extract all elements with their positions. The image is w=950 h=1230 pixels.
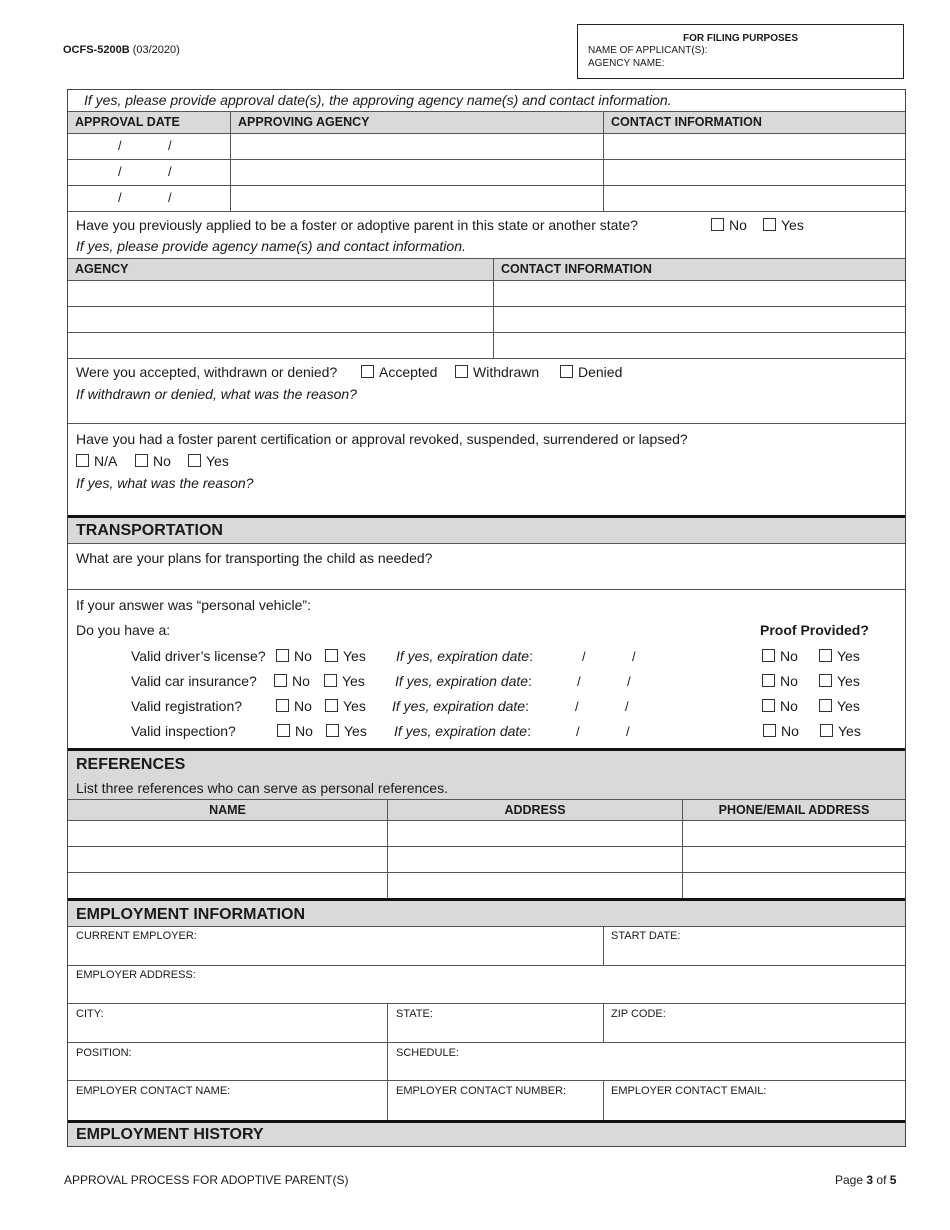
col-name: NAME	[209, 803, 246, 817]
option-label: Yes	[837, 648, 860, 664]
outcome-question: Were you accepted, withdrawn or denied?	[76, 364, 338, 380]
checkbox[interactable]	[455, 365, 468, 378]
contact-email-label: EMPLOYER CONTACT EMAIL:	[611, 1085, 767, 1097]
contact-name-label: EMPLOYER CONTACT NAME:	[76, 1085, 231, 1097]
checkbox[interactable]	[276, 649, 289, 662]
references-title: REFERENCES	[76, 756, 186, 773]
col-approving-agency: APPROVING AGENCY	[238, 115, 370, 129]
current-employer-label: CURRENT EMPLOYER:	[76, 930, 197, 942]
checkbox[interactable]	[326, 724, 339, 737]
transportation-title: TRANSPORTATION	[76, 522, 223, 539]
expiration-text: If yes, expiration date	[396, 648, 530, 664]
city-label: CITY:	[76, 1008, 104, 1020]
revoked-na-option[interactable]	[76, 453, 117, 469]
option-label: No	[153, 453, 171, 469]
form-id	[63, 44, 180, 56]
option-label: No	[295, 723, 313, 739]
option-label: Yes	[837, 673, 860, 689]
outcome-reason: If withdrawn or denied, what was the reason?	[76, 386, 357, 402]
inspection-proof-no[interactable]	[763, 723, 799, 739]
start-date-label: START DATE:	[611, 930, 681, 942]
revoked-yes-option[interactable]	[188, 453, 229, 469]
page-number	[835, 1173, 896, 1187]
date-slash: /	[118, 138, 122, 153]
prior-instruction: If yes, please provide agency name(s) and contact information.	[76, 238, 466, 254]
inspection-label: Valid inspection?	[131, 723, 236, 739]
page-of: of	[876, 1173, 887, 1187]
date-slash: /	[582, 649, 586, 664]
col-phone-email: PHONE/EMAIL ADDRESS	[718, 803, 870, 817]
option-label: No	[294, 698, 312, 714]
checkbox[interactable]	[76, 454, 89, 467]
filing-applicant-label: NAME OF APPLICANT(S):	[588, 45, 708, 56]
checkbox[interactable]	[325, 699, 338, 712]
accepted-option[interactable]	[361, 364, 437, 380]
option-label: No	[294, 648, 312, 664]
checkbox[interactable]	[819, 649, 832, 662]
filing-box	[577, 24, 904, 79]
checkbox[interactable]	[277, 724, 290, 737]
colon: :	[527, 723, 531, 739]
option-label: No	[729, 217, 747, 233]
checkbox[interactable]	[324, 674, 337, 687]
checkbox[interactable]	[763, 724, 776, 737]
form-date: (03/2020)	[132, 44, 180, 56]
car-insurance-label: Valid car insurance?	[131, 673, 257, 689]
registration-label: Valid registration?	[131, 698, 243, 714]
insurance-proof-yes[interactable]	[819, 673, 860, 689]
proof-provided-header: Proof Provided?	[760, 622, 869, 638]
prior-no-option[interactable]	[711, 217, 747, 233]
registration-proof-yes[interactable]	[819, 698, 860, 714]
option-label: No	[780, 648, 798, 664]
employer-address-label: EMPLOYER ADDRESS:	[76, 969, 196, 981]
license-no-option[interactable]	[276, 648, 312, 664]
registration-no-option[interactable]	[276, 698, 312, 714]
withdrawn-option[interactable]	[455, 364, 539, 380]
date-slash: /	[168, 164, 172, 179]
position-label: POSITION:	[76, 1047, 132, 1059]
checkbox[interactable]	[325, 649, 338, 662]
filing-title: FOR FILING PURPOSES	[682, 33, 798, 44]
option-label: Yes	[343, 698, 366, 714]
prior-application-question: Have you previously applied to be a foster or adoptive parent in this state or another state?	[76, 217, 638, 233]
option-label: Yes	[838, 723, 861, 739]
contact-number-label: EMPLOYER CONTACT NUMBER:	[396, 1085, 567, 1097]
inspection-proof-yes[interactable]	[820, 723, 861, 739]
date-slash: /	[168, 190, 172, 205]
date-slash: /	[576, 724, 580, 739]
revoked-reason: If yes, what was the reason?	[76, 475, 254, 491]
approval-intro: If yes, please provide approval date(s), the approving agency name(s) and contact information.	[84, 92, 672, 108]
date-slash: /	[625, 699, 629, 714]
col-approval-date: APPROVAL DATE	[75, 115, 180, 129]
colon: :	[529, 648, 533, 664]
schedule-label: SCHEDULE:	[396, 1047, 459, 1059]
date-slash: /	[118, 190, 122, 205]
zip-label: ZIP CODE:	[611, 1008, 666, 1020]
option-label: Accepted	[379, 364, 438, 380]
agency-header-bg	[68, 258, 905, 280]
do-you-have-label: Do you have a:	[76, 622, 171, 638]
insurance-yes-option[interactable]	[324, 673, 365, 689]
expiration-label	[396, 648, 533, 664]
registration-proof-no[interactable]	[762, 698, 798, 714]
transport-question: What are your plans for transporting the child as needed?	[76, 550, 433, 566]
col-agency: AGENCY	[75, 262, 129, 276]
checkbox[interactable]	[711, 218, 724, 231]
checkbox[interactable]	[820, 724, 833, 737]
personal-vehicle-label: If your answer was “personal vehicle”:	[76, 597, 311, 613]
insurance-no-option[interactable]	[274, 673, 310, 689]
employment-history-title: EMPLOYMENT HISTORY	[76, 1126, 264, 1143]
expiration-text: If yes, expiration date	[394, 723, 528, 739]
date-slash: /	[627, 674, 631, 689]
license-yes-option[interactable]	[325, 648, 366, 664]
footer-title: APPROVAL PROCESS FOR ADOPTIVE PARENT(S)	[64, 1173, 349, 1187]
option-label: No	[292, 673, 310, 689]
date-slash: /	[632, 649, 636, 664]
expiration-label	[395, 673, 532, 689]
page-prefix: Page	[835, 1173, 864, 1187]
checkbox[interactable]	[763, 218, 776, 231]
col-contact-info: CONTACT INFORMATION	[611, 115, 762, 129]
drivers-license-label: Valid driver’s license?	[131, 648, 266, 664]
option-label: Yes	[837, 698, 860, 714]
page-total: 5	[889, 1173, 897, 1187]
state-label: STATE:	[396, 1008, 433, 1020]
col-contact-info-2: CONTACT INFORMATION	[501, 262, 652, 276]
checkbox[interactable]	[762, 674, 775, 687]
date-slash: /	[575, 699, 579, 714]
checkbox[interactable]	[819, 699, 832, 712]
option-label: No	[780, 698, 798, 714]
option-label: No	[780, 673, 798, 689]
col-address: ADDRESS	[504, 803, 566, 817]
insurance-proof-no[interactable]	[762, 673, 798, 689]
option-label: Denied	[578, 364, 623, 380]
option-label: Yes	[344, 723, 367, 739]
revoked-no-option[interactable]	[135, 453, 171, 469]
inspection-no-option[interactable]	[277, 723, 313, 739]
registration-yes-option[interactable]	[325, 698, 366, 714]
date-slash: /	[168, 138, 172, 153]
checkbox[interactable]	[135, 454, 148, 467]
employment-title: EMPLOYMENT INFORMATION	[76, 906, 306, 923]
page-current: 3	[866, 1173, 874, 1187]
expiration-label	[392, 698, 529, 714]
license-proof-yes[interactable]	[819, 648, 860, 664]
form-code: OCFS-5200B	[63, 44, 130, 56]
date-slash: /	[577, 674, 581, 689]
colon: :	[525, 698, 529, 714]
option-label: Yes	[342, 673, 365, 689]
option-label: Yes	[343, 648, 366, 664]
checkbox[interactable]	[762, 649, 775, 662]
prior-yes-option[interactable]	[763, 217, 804, 233]
date-slash: /	[626, 724, 630, 739]
expiration-label	[394, 723, 531, 739]
license-proof-no[interactable]	[762, 648, 798, 664]
inspection-yes-option[interactable]	[326, 723, 367, 739]
revoked-question: Have you had a foster parent certification or approval revoked, suspended, surrendered or lapsed?	[76, 431, 688, 447]
approval-header-bg	[68, 111, 905, 133]
option-label: No	[781, 723, 799, 739]
checkbox[interactable]	[819, 674, 832, 687]
expiration-text: If yes, expiration date	[395, 673, 529, 689]
denied-option[interactable]	[560, 364, 622, 380]
option-label: Yes	[781, 217, 804, 233]
filing-agency-label: AGENCY NAME:	[588, 58, 665, 69]
checkbox[interactable]	[276, 699, 289, 712]
option-label: N/A	[94, 453, 118, 469]
checkbox[interactable]	[188, 454, 201, 467]
option-label: Withdrawn	[473, 364, 540, 380]
option-label: Yes	[206, 453, 229, 469]
checkbox[interactable]	[274, 674, 287, 687]
expiration-text: If yes, expiration date	[392, 698, 526, 714]
checkbox[interactable]	[560, 365, 573, 378]
colon: :	[528, 673, 532, 689]
date-slash: /	[118, 164, 122, 179]
checkbox[interactable]	[762, 699, 775, 712]
references-instruction: List three references who can serve as personal references.	[76, 780, 448, 796]
checkbox[interactable]	[361, 365, 374, 378]
